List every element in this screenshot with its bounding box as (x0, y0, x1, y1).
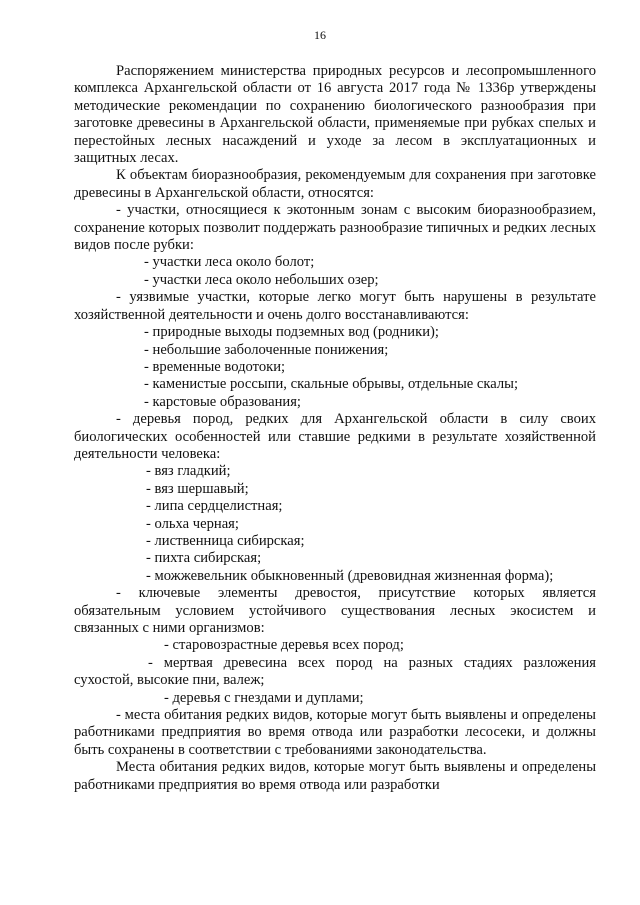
list-item: - природные выходы подземных вод (родники); (144, 324, 439, 341)
list-item: - липа сердцелистная; (146, 498, 283, 515)
paragraph-order-intro: Распоряжением министерства природных ресурсов и лесопромышленного комплекса Архангельской области от 16 августа 2017 года № 1336р утверждены методические рекомендации по сохранению биологического разнообразия при заготовке древесины в Архангельской области, применяемые при рубках спелых и перестойных лесных насаждений и уходе за лесом в эксплуатационных и защитных лесах. (74, 63, 596, 167)
paragraph-ecotone-areas: - участки, относящиеся к экотонным зонам с высоким биоразнообразием, сохранение которых позволит поддержать разнообразие типичных и редких лесных видов после рубки: (74, 202, 596, 254)
list-item-old-trees: - старовозрастные деревья всех пород; (164, 637, 404, 654)
list-item: - участки леса около небольших озер; (144, 271, 379, 288)
list-item: - небольшие заболоченные понижения; (144, 341, 389, 358)
paragraph-rare-species-continued: Места обитания редких видов, которые могут быть выявлены и определены работниками предприятия во время отвода или разработки (74, 759, 596, 793)
paragraph-rare-species-habitat: - места обитания редких видов, которые могут быть выявлены и определены работниками предприятия во время отвода или разработки лесосеки, и должны быть сохранены в соответствии с требованиями законодательства. (74, 707, 596, 758)
list-item: - временные водотоки; (144, 358, 286, 375)
list-item: - пихта сибирская; (146, 550, 262, 567)
paragraph-dead-wood: - мертвая древесина всех пород на разных стадиях разложения сухостой, высокие пни, валеж; (74, 654, 596, 689)
list-item: - можжевельник обыкновенный (древовидная жизненная форма); (146, 567, 554, 584)
list-item: - вяз гладкий; (146, 463, 231, 480)
list-ecotone-areas (74, 254, 596, 289)
paragraph-rare-trees: - деревья пород, редких для Архангельской области в силу своих биологических особенностей или ставшие редкими в результате хозяйственной деятельности человека: (74, 411, 596, 462)
paragraph-objects-intro: К объектам биоразнообразия, рекомендуемым для сохранения при заготовке древесины в Архангельской области, относятся: (74, 167, 596, 201)
list-item: - участки леса около болот; (144, 254, 315, 271)
list-item: - каменистые россыпи, скальные обрывы, отдельные скалы; (144, 376, 519, 393)
list-rare-trees (74, 463, 596, 585)
list-vulnerable-areas (74, 324, 596, 411)
list-item-nest-trees: - деревья с гнездами и дуплами; (164, 689, 364, 706)
list-item: - ольха черная; (146, 515, 239, 532)
list-item: - лиственница сибирская; (146, 532, 305, 549)
paragraph-key-elements: - ключевые элементы древостоя, присутствие которых является обязательным условием устойчивого существования лесных экосистем и связанных с ними организмов: (74, 585, 596, 636)
document-body (74, 63, 596, 794)
paragraph-vulnerable-areas: - уязвимые участки, которые легко могут быть нарушены в результате хозяйственной деятельности и очень долго восстанавливаются: (74, 289, 596, 323)
page-number: 16 (314, 28, 326, 42)
list-item: - карстовые образования; (144, 393, 301, 410)
list-item: - вяз шершавый; (146, 480, 249, 497)
